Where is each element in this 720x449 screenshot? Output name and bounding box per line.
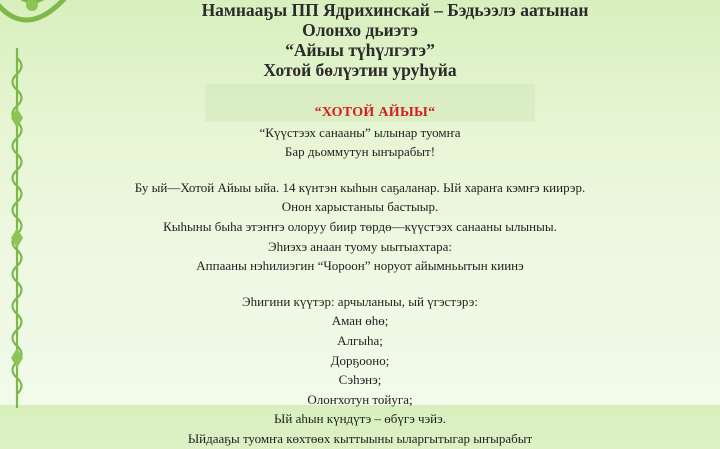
poem-blessing-line: Аман өһө; (331, 313, 389, 329)
poem-body-line: Аппааны нэһилиэгин “Чороон” норуот айымньытын киинэ (196, 258, 524, 274)
poem-blessing-line: Олоҥхотун тойуга; (307, 391, 413, 407)
poem-intro-line: “Күүстээх санааны” ылынар туомҥа (259, 124, 461, 140)
poem-body-line: Онон харыстаныы бастыыр. (281, 199, 439, 215)
poem-body-line: Эһиэхэ анаан туому ыытыахтара: (268, 238, 452, 254)
poem-blessing-line: Сэһэнэ; (338, 372, 382, 388)
poem-intro-line: Бар дьоммутун ыҥырабыт! (284, 144, 436, 160)
poem-blessing-line: Эһигини күүтэр: арчыланыы, ый үгэстэрэ: (242, 293, 478, 309)
poem-blessing-line: Ыйдааҕы туомҥа көхтөөх кыттыыны ыларгытыгар ыҥырабыт (187, 430, 533, 446)
poem-block (0, 103, 720, 449)
header-line-3: “Айыы түһүлгэтэ” (285, 40, 435, 60)
poem-blessing-line: Ый аһын күндүтэ – өбүгэ чэйэ. (274, 411, 446, 427)
poem-blessing-line: Дорҕооно; (330, 352, 390, 368)
poem-title: “ХОТОЙ АЙЫЫ“ (314, 105, 436, 120)
poem-body-line: Бу ый—Хотой Айыы ыйа. 14 күнтэн кыһын саҕаланар. Ый хараҥа кэмҥэ киирэр. (134, 179, 586, 195)
poem-body-line: Кыһыны быһа этэҥҥэ олоруу биир төрдө—күүстээх санааны ылыныы. (163, 218, 557, 234)
spacer (0, 162, 720, 178)
header-line-1: Намнааҕы ПП Ядрихинскай – Бэдьээлэ аатынан (201, 0, 589, 20)
poem-blessing-line: Алгыһа; (337, 332, 383, 348)
header-line-4: Хотой бөлүэтин уруһуйа (263, 60, 457, 80)
spacer (0, 276, 720, 292)
header-line-2: Олонхо дьиэтэ (302, 20, 418, 40)
header-block (0, 0, 720, 80)
